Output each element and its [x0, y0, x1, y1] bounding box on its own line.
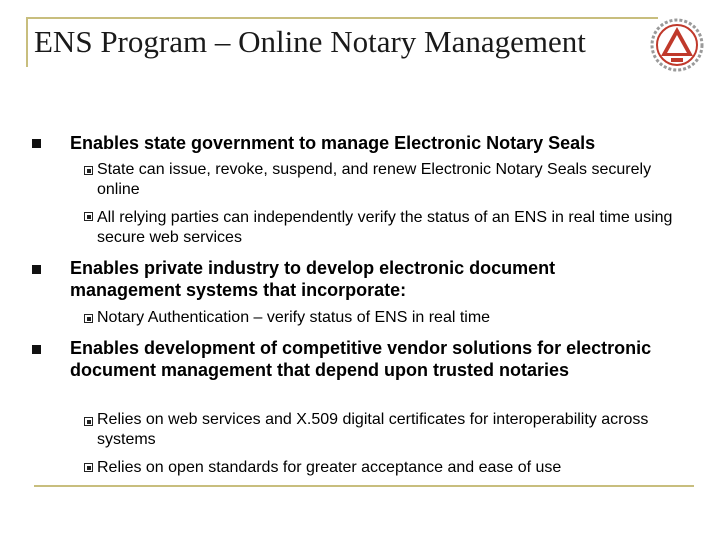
- bullet-2-text: Enables private industry to develop electronic document management systems that incorporate:: [70, 258, 556, 300]
- notary-seal-logo-icon: [650, 18, 704, 72]
- bullet-1-sub-1: State can issue, revoke, suspend, and renew Electronic Notary Seals securely online: [97, 161, 652, 198]
- bullet-2-sub-1: Notary Authentication – verify status of ENS in real time: [97, 309, 491, 326]
- square-bullet-icon: [32, 139, 41, 148]
- bullet-1-text: Enables state government to manage Electronic Notary Seals: [70, 133, 596, 153]
- square-bullet-icon: [32, 265, 41, 274]
- title-frame-left: [26, 17, 28, 67]
- hollow-square-bullet-icon: [84, 212, 93, 221]
- bullet-1-sub-2: All relying parties can independently verify the status of an ENS in real time using secure web services: [97, 209, 673, 246]
- hollow-square-bullet-icon: [84, 166, 93, 175]
- bullet-3-sub-1: Relies on web services and X.509 digital certificates for interoperability across systems: [97, 411, 649, 448]
- square-bullet-icon: [32, 345, 41, 354]
- slide-title: ENS Program – Online Notary Management: [34, 24, 586, 59]
- title-frame-top: [26, 17, 658, 19]
- bottom-rule: [34, 485, 694, 487]
- bullet-3-sub-2: Relies on open standards for greater acceptance and ease of use: [97, 459, 562, 476]
- bullet-3-text: Enables development of competitive vendor solutions for electronic document management that depend upon trusted notaries: [70, 338, 652, 380]
- hollow-square-bullet-icon: [84, 463, 93, 472]
- hollow-square-bullet-icon: [84, 314, 93, 323]
- hollow-square-bullet-icon: [84, 417, 93, 426]
